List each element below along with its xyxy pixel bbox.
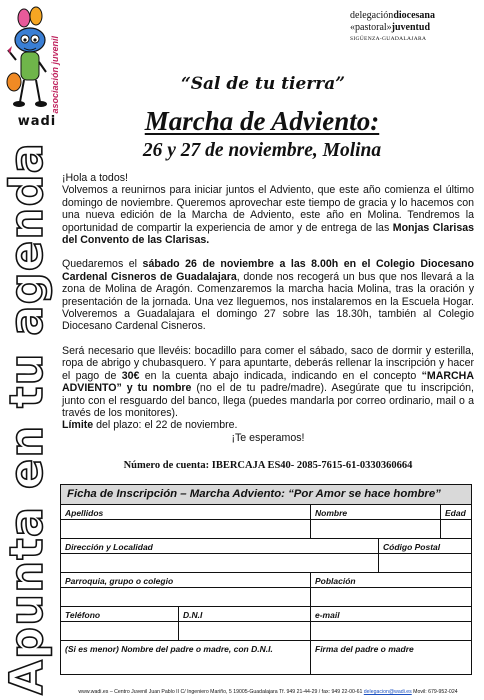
telefono-field[interactable] [61, 607, 179, 640]
delegation-header [350, 10, 470, 42]
edad-value [441, 519, 471, 538]
parent-signature-label: Firma del padre o madre [315, 644, 414, 654]
diocese-name: SIGÜENZA-GUADALAJARA [350, 36, 427, 42]
poblacion-value [311, 587, 471, 606]
p3-b: en la cuenta abajo indicada, indicando en el concepto [139, 369, 422, 382]
p2-bold: sábado 26 de noviembre a las 8.00h en el Colegio Diocesano Cardenal Cisneros de Guadalajara [62, 258, 474, 283]
wadi-logo [6, 6, 68, 130]
parroquia-field[interactable] [61, 573, 311, 606]
form-row-2 [61, 539, 471, 573]
p1-bold: Monjas Clarisas del Convento de las Clarisas. [62, 221, 475, 247]
page-subtitle: 26 y 27 de noviembre, Molina [142, 140, 382, 161]
footer-email-link[interactable]: delegacion@wadi.es [363, 689, 412, 695]
parent-signature-field[interactable] [311, 641, 471, 674]
registration-form [60, 484, 472, 675]
telefono-value [61, 621, 178, 640]
page-title: Marcha de Adviento: [144, 106, 380, 136]
parroquia-value [61, 587, 310, 606]
form-title: Ficha de Inscripción – Marcha Adviento: “Por Amor se hace hombre” [61, 485, 471, 505]
p3-concept: “MARCHA ADVIENTO” y tu nombre [62, 369, 474, 395]
closing: ¡Te esperamos! [231, 431, 305, 444]
apellidos-label: Apellidos [65, 508, 104, 518]
deleg-bold: diocesana [393, 10, 435, 21]
parent-name-label: (Si es menor) Nombre del padre o madre, con D.N.I. [65, 644, 273, 654]
form-row-1 [61, 505, 471, 539]
p3-a: Será necesario que llevéis: bocadillo para comer el sábado, saco de dormir y esterilla, ropa de abrigo y chubasquero. Y para apuntarte, deberás rellenar la inscripción y hacer el pago de [62, 344, 474, 382]
paragraph-requirements [62, 345, 474, 419]
nombre-label: Nombre [315, 508, 348, 518]
direccion-label: Dirección y Localidad [65, 542, 153, 552]
codigo-postal-value [379, 553, 471, 572]
greeting: ¡Hola a todos! [62, 172, 128, 184]
bank-account: Número de cuenta: IBERCAJA ES40- 2085-7615-61-0330360664 [123, 460, 413, 471]
form-row-5 [61, 641, 471, 674]
p1-text: Volvemos a reunirnos para iniciar juntos el Adviento, que este año comienza el último domingo de noviembre. Queremos aprovechar este tiempo de gracia y lo hacemos con una nueva edición de la Marcha de Adviento, este año en Molina. Tendremos la oportunidad de compartir la experiencia de amor y de entrega de las [62, 184, 474, 234]
edad-label: Edad [445, 508, 466, 518]
deadline-text: del plazo: el 22 de noviembre. [93, 419, 238, 432]
juventud-text: juventud [391, 22, 431, 33]
deadline-label: Límite [62, 419, 94, 432]
letter-body [62, 172, 474, 444]
logo-side-text: asociación juvenil [50, 36, 60, 114]
dni-value [179, 621, 310, 640]
direccion-value [61, 553, 378, 572]
telefono-label: Teléfono [65, 610, 101, 620]
codigo-postal-field[interactable] [379, 539, 471, 572]
nombre-value [311, 519, 440, 538]
parroquia-label: Parroquia, grupo o colegio [65, 576, 174, 586]
parent-name-field[interactable] [61, 641, 311, 674]
direccion-field[interactable] [61, 539, 379, 572]
pastoral-line [350, 22, 470, 33]
form-row-3 [61, 573, 471, 607]
dni-label: D.N.I [183, 610, 203, 620]
pastoral-text: «pastoral» [350, 22, 392, 33]
email-field[interactable] [311, 607, 471, 640]
side-banner-text: Apunta en tu agenda [0, 141, 53, 695]
poblacion-field[interactable] [311, 573, 471, 606]
email-label: e-mail [315, 610, 340, 620]
dni-field[interactable] [179, 607, 311, 640]
form-row-4 [61, 607, 471, 641]
side-banner [0, 140, 52, 696]
apellidos-value [61, 519, 310, 538]
deleg-pre: delegación [350, 10, 394, 21]
paragraph-schedule [62, 258, 474, 332]
codigo-postal-label: Código Postal [383, 542, 441, 552]
p3-c: (no el de tu padre/madre). Asegúrate que tu inscripción, junto con el resguardo del banco, llega (puedes mandarla por correo ordinario, mail o a través de los monitores). [62, 382, 474, 419]
nombre-field[interactable] [311, 505, 441, 538]
poblacion-label: Población [315, 576, 356, 586]
apellidos-field[interactable] [61, 505, 311, 538]
p2-b: , donde nos recogerá un bus que nos llevará a la zona de Molina de Aragón. Comenzaremos la marcha hacia Molina, tras la oración y presentación de la jornada. Una vez lleguemos, nos instalaremos en la Escuela Hogar. Volveremos a Guadalajara el domingo 27 sobre las 18.30h, también al Colegio Diocesano Cardenal Cisneros. [62, 270, 474, 333]
footer-text: www.wadi.es – Centro Juvenil Juan Pablo II C/ Ingeniero Mariño, 5 19005-Guadalajara Tf. 949 21-44-29 / fax: 949 22-00-61 [78, 689, 364, 695]
delegation-line [350, 10, 470, 21]
email-value [311, 621, 471, 640]
deadline [62, 419, 474, 431]
footer-mobile: Movil: 679-952-024 [411, 689, 458, 695]
footer [62, 689, 474, 695]
logo-wordmark: wadi [17, 114, 57, 129]
p2-a: Quedaremos el [62, 258, 143, 271]
edad-field[interactable] [441, 505, 471, 538]
motto: “Sal de tu tierra” [180, 74, 346, 94]
paragraph-intro [62, 184, 474, 246]
p3-price: 30€ [121, 369, 140, 382]
